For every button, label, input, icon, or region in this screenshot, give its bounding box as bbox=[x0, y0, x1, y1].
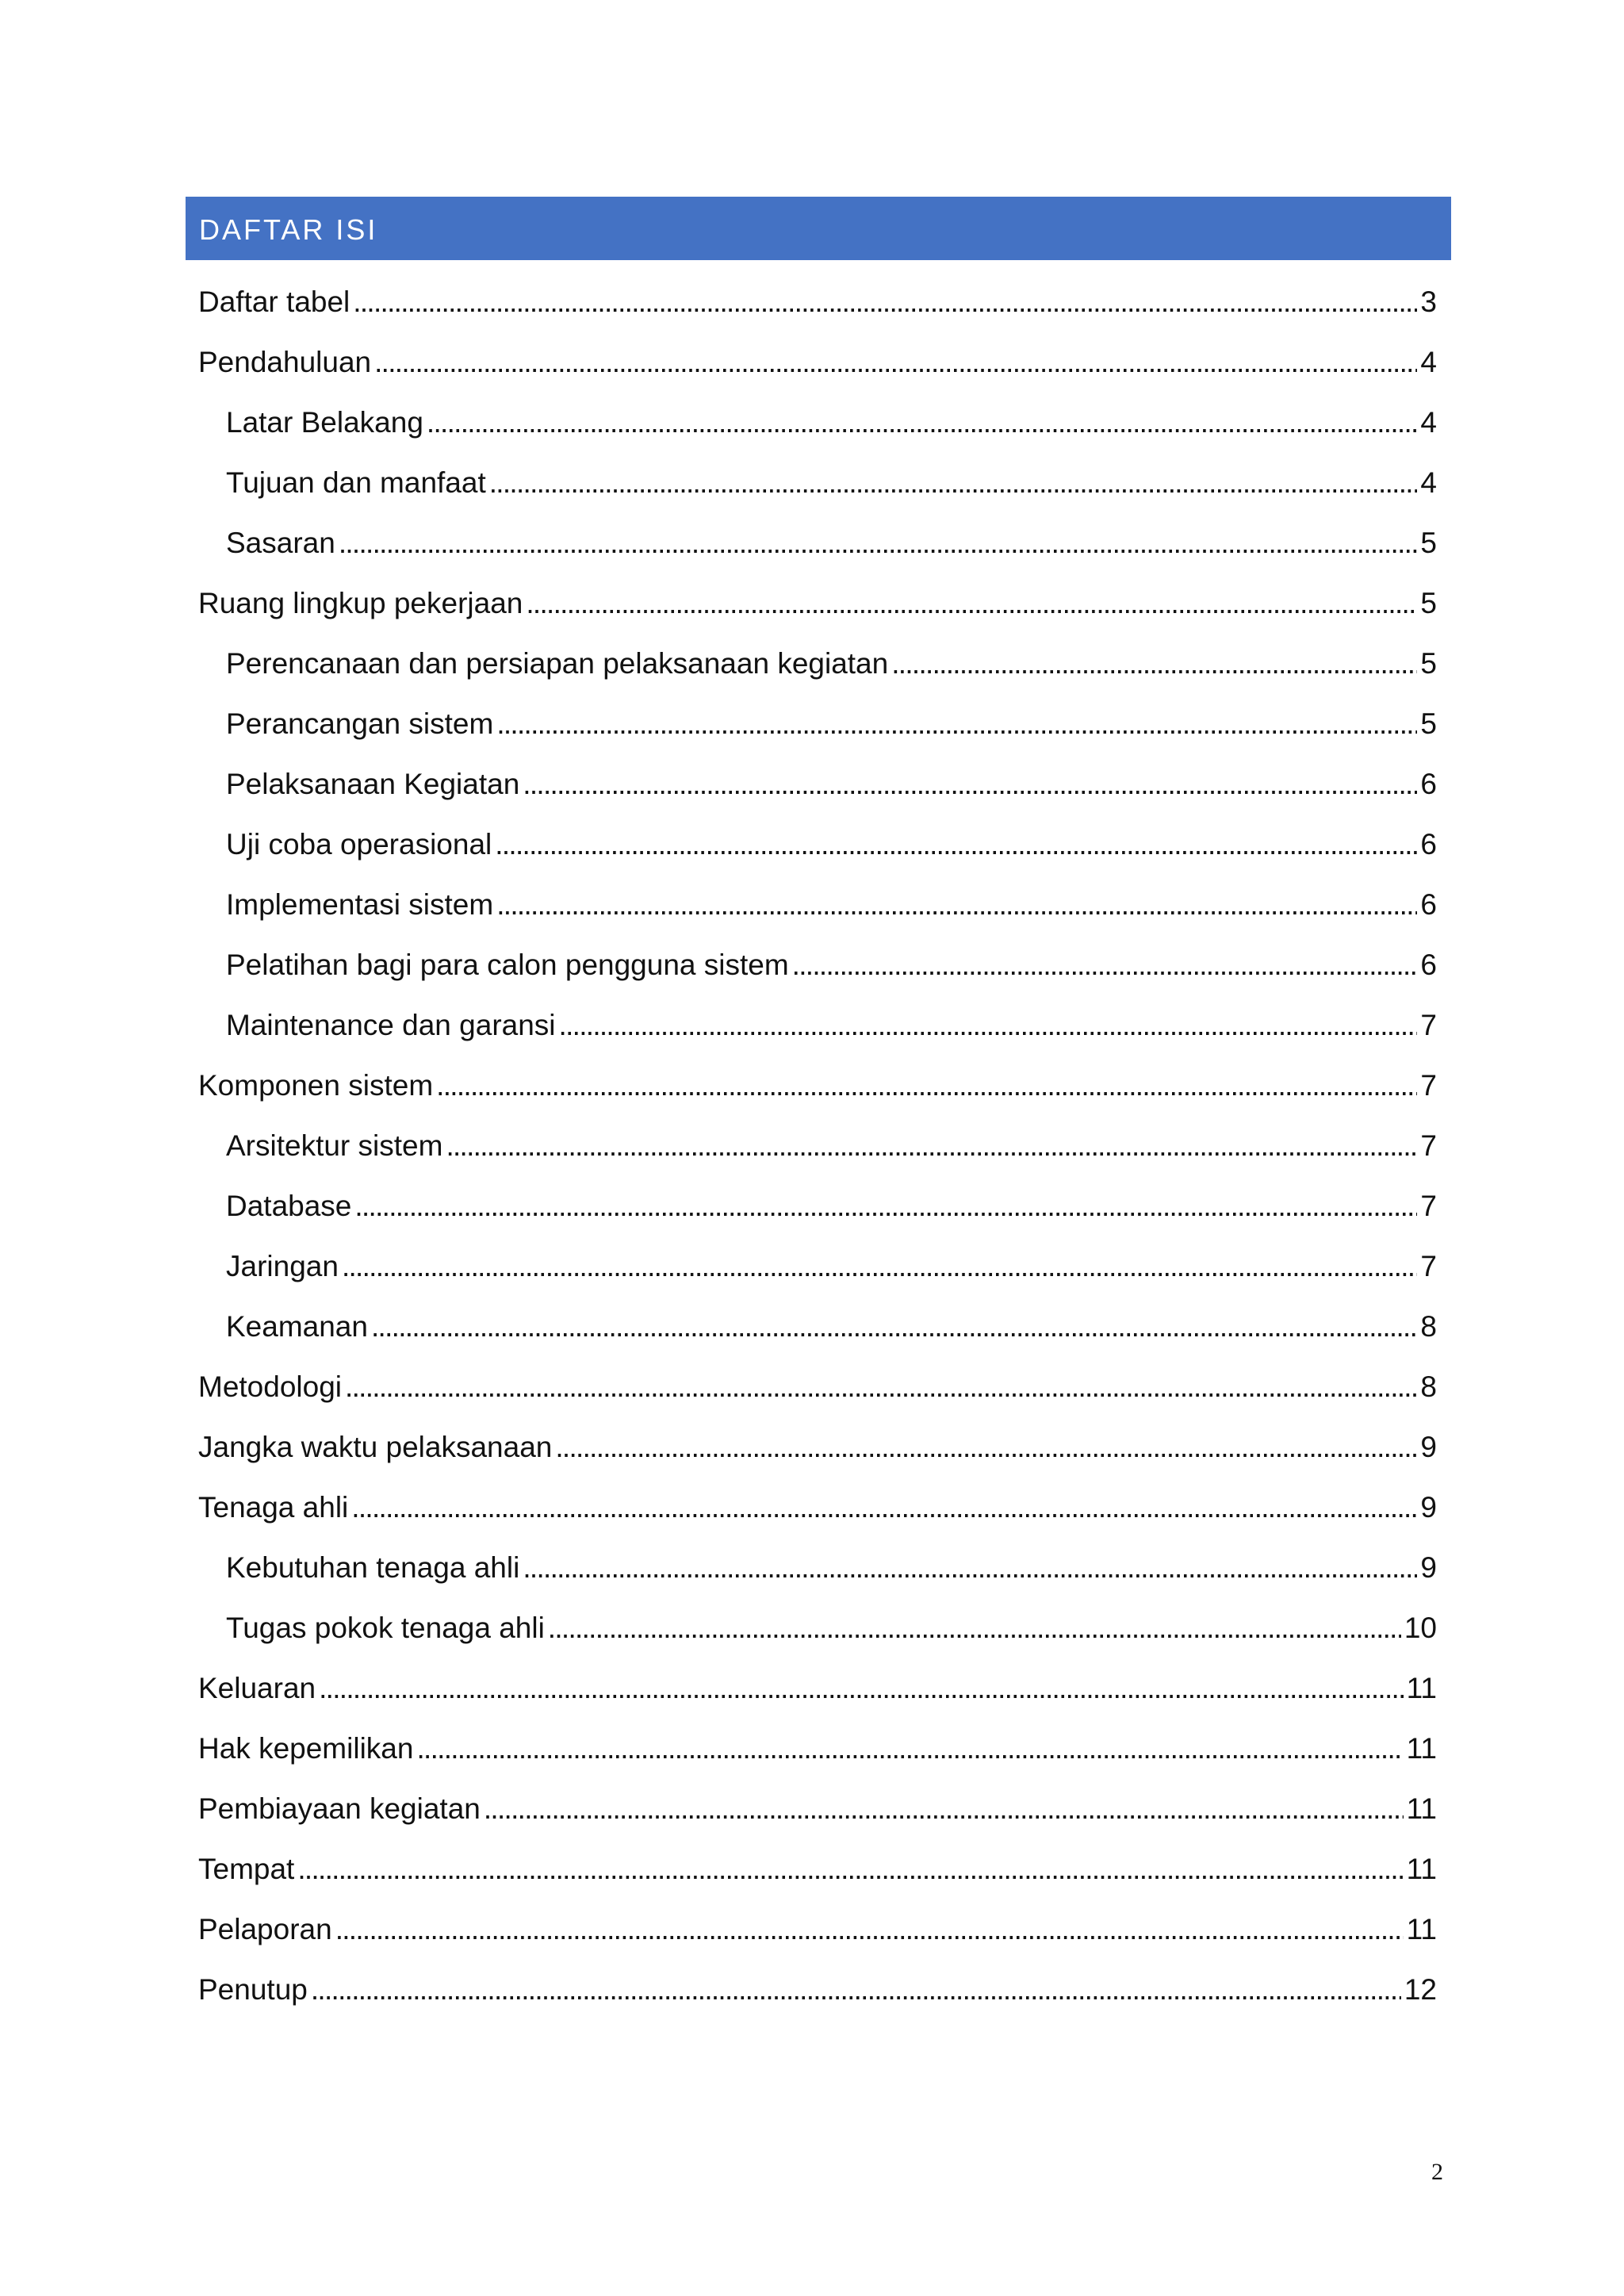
toc-dot-leader bbox=[555, 1429, 1417, 1466]
toc-entry[interactable] bbox=[198, 1053, 1437, 1114]
toc-entry-page: 8 bbox=[1417, 1309, 1437, 1345]
toc-entry-title: Arsitektur sistem bbox=[226, 1128, 446, 1164]
toc-entry-title: Jaringan bbox=[226, 1248, 342, 1285]
toc-entry[interactable] bbox=[198, 571, 1437, 631]
toc-entry[interactable] bbox=[198, 631, 1437, 692]
toc-dot-leader bbox=[345, 1369, 1417, 1405]
toc-entry-title: Implementasi sistem bbox=[226, 887, 496, 923]
toc-dot-leader bbox=[496, 887, 1417, 923]
toc-dot-leader bbox=[446, 1128, 1417, 1164]
toc-entry[interactable] bbox=[198, 450, 1437, 511]
toc-entry-page: 7 bbox=[1417, 1248, 1437, 1285]
toc-entry-page: 6 bbox=[1417, 766, 1437, 803]
toc-entry-title: Jangka waktu pelaksanaan bbox=[198, 1429, 555, 1466]
toc-entry-page: 7 bbox=[1417, 1128, 1437, 1164]
toc-dot-leader bbox=[496, 706, 1417, 742]
toc-entry-title: Perencanaan dan persiapan pelaksanaan kegiatan bbox=[226, 646, 891, 682]
toc-dot-leader bbox=[374, 344, 1417, 381]
toc-dot-leader bbox=[427, 404, 1418, 441]
toc-entry-page: 11 bbox=[1404, 1670, 1437, 1707]
toc-dot-leader bbox=[792, 947, 1418, 983]
toc-entry[interactable] bbox=[198, 1174, 1437, 1234]
toc-entry-title: Uji coba operasional bbox=[226, 826, 495, 863]
toc-dot-leader bbox=[319, 1670, 1403, 1707]
toc-entry[interactable] bbox=[198, 1596, 1437, 1656]
toc-entry[interactable] bbox=[198, 330, 1437, 390]
toc-entry[interactable] bbox=[198, 812, 1437, 872]
toc-entry-page: 9 bbox=[1417, 1429, 1437, 1466]
toc-entry-title: Latar Belakang bbox=[226, 404, 427, 441]
toc-entry-page: 5 bbox=[1417, 585, 1437, 622]
toc-entry[interactable] bbox=[198, 1234, 1437, 1294]
toc-heading: DAFTAR ISI bbox=[199, 213, 378, 246]
toc-entry[interactable] bbox=[198, 511, 1437, 571]
toc-entry-title: Daftar tabel bbox=[198, 284, 353, 320]
toc-entry[interactable] bbox=[198, 993, 1437, 1053]
toc-entry-title: Tugas pokok tenaga ahli bbox=[226, 1610, 548, 1646]
toc-dot-leader bbox=[353, 284, 1417, 320]
table-of-contents bbox=[198, 270, 1437, 2018]
toc-dot-leader bbox=[526, 585, 1417, 622]
toc-entry-title: Keamanan bbox=[226, 1309, 371, 1345]
toc-entry-page: 12 bbox=[1401, 1972, 1437, 2008]
toc-entry[interactable] bbox=[198, 390, 1437, 450]
toc-entry-page: 11 bbox=[1404, 1911, 1437, 1948]
toc-entry-title: Komponen sistem bbox=[198, 1068, 436, 1104]
page-number: 2 bbox=[1431, 2159, 1443, 2185]
toc-entry-page: 5 bbox=[1417, 706, 1437, 742]
toc-entry-title: Hak kepemilikan bbox=[198, 1731, 416, 1767]
toc-dot-leader bbox=[416, 1731, 1403, 1767]
toc-dot-leader bbox=[436, 1068, 1417, 1104]
toc-dot-leader bbox=[548, 1610, 1401, 1646]
toc-dot-leader bbox=[371, 1309, 1417, 1345]
toc-entry-title: Tempat bbox=[198, 1851, 297, 1888]
toc-entry-title: Pelaksanaan Kegiatan bbox=[226, 766, 523, 803]
toc-entry[interactable] bbox=[198, 1957, 1437, 2018]
toc-entry-page: 9 bbox=[1417, 1489, 1437, 1526]
toc-entry-title: Perancangan sistem bbox=[226, 706, 496, 742]
toc-entry[interactable] bbox=[198, 1535, 1437, 1596]
toc-dot-leader bbox=[559, 1007, 1418, 1044]
toc-entry-title: Pelatihan bagi para calon pengguna sistem bbox=[226, 947, 792, 983]
toc-dot-leader bbox=[335, 1911, 1404, 1948]
toc-entry-title: Tujuan dan manfaat bbox=[226, 465, 489, 501]
toc-entry-title: Tenaga ahli bbox=[198, 1489, 351, 1526]
toc-entry[interactable] bbox=[198, 872, 1437, 933]
toc-dot-leader bbox=[297, 1851, 1403, 1888]
toc-entry-page: 4 bbox=[1417, 404, 1437, 441]
toc-entry-page: 4 bbox=[1417, 465, 1437, 501]
toc-entry[interactable] bbox=[198, 1777, 1437, 1837]
toc-entry[interactable] bbox=[198, 1114, 1437, 1174]
toc-entry-title: Maintenance dan garansi bbox=[226, 1007, 559, 1044]
toc-entry-page: 8 bbox=[1417, 1369, 1437, 1405]
toc-entry-page: 6 bbox=[1417, 826, 1437, 863]
toc-entry-page: 6 bbox=[1417, 947, 1437, 983]
toc-entry[interactable] bbox=[198, 270, 1437, 330]
toc-entry-title: Sasaran bbox=[226, 525, 339, 562]
toc-entry-page: 4 bbox=[1417, 344, 1437, 381]
toc-entry-title: Ruang lingkup pekerjaan bbox=[198, 585, 526, 622]
toc-entry[interactable] bbox=[198, 1716, 1437, 1777]
toc-entry-title: Keluaran bbox=[198, 1670, 319, 1707]
toc-dot-leader bbox=[891, 646, 1417, 682]
toc-entry-title: Penutup bbox=[198, 1972, 311, 2008]
toc-entry[interactable] bbox=[198, 1837, 1437, 1897]
toc-entry-page: 5 bbox=[1417, 525, 1437, 562]
toc-entry-title: Pelaporan bbox=[198, 1911, 335, 1948]
toc-entry[interactable] bbox=[198, 752, 1437, 812]
toc-dot-leader bbox=[339, 525, 1418, 562]
toc-entry-title: Kebutuhan tenaga ahli bbox=[226, 1550, 523, 1586]
toc-dot-leader bbox=[311, 1972, 1401, 2008]
toc-entry-page: 11 bbox=[1404, 1791, 1437, 1827]
toc-entry-title: Pendahuluan bbox=[198, 344, 374, 381]
toc-entry[interactable] bbox=[198, 1294, 1437, 1355]
toc-entry[interactable] bbox=[198, 692, 1437, 752]
toc-dot-leader bbox=[342, 1248, 1417, 1285]
toc-entry[interactable] bbox=[198, 933, 1437, 993]
toc-dot-leader bbox=[489, 465, 1418, 501]
toc-dot-leader bbox=[523, 1550, 1417, 1586]
toc-entry[interactable] bbox=[198, 1897, 1437, 1957]
toc-entry-page: 7 bbox=[1417, 1188, 1437, 1225]
toc-entry-title: Database bbox=[226, 1188, 354, 1225]
toc-dot-leader bbox=[484, 1791, 1404, 1827]
toc-entry-page: 10 bbox=[1401, 1610, 1437, 1646]
toc-header-bar bbox=[186, 197, 1451, 260]
toc-entry[interactable] bbox=[198, 1415, 1437, 1475]
toc-entry[interactable] bbox=[198, 1475, 1437, 1535]
toc-entry[interactable] bbox=[198, 1355, 1437, 1415]
toc-entry[interactable] bbox=[198, 1656, 1437, 1716]
toc-entry-page: 7 bbox=[1417, 1007, 1437, 1044]
toc-dot-leader bbox=[523, 766, 1417, 803]
toc-entry-page: 11 bbox=[1404, 1731, 1437, 1767]
toc-dot-leader bbox=[354, 1188, 1417, 1225]
toc-entry-page: 3 bbox=[1417, 284, 1437, 320]
toc-entry-title: Pembiayaan kegiatan bbox=[198, 1791, 484, 1827]
toc-entry-title: Metodologi bbox=[198, 1369, 345, 1405]
toc-entry-page: 11 bbox=[1404, 1851, 1437, 1888]
toc-entry-page: 5 bbox=[1417, 646, 1437, 682]
toc-dot-leader bbox=[351, 1489, 1417, 1526]
toc-entry-page: 7 bbox=[1417, 1068, 1437, 1104]
toc-dot-leader bbox=[495, 826, 1417, 863]
toc-entry-page: 9 bbox=[1417, 1550, 1437, 1586]
toc-entry-page: 6 bbox=[1417, 887, 1437, 923]
